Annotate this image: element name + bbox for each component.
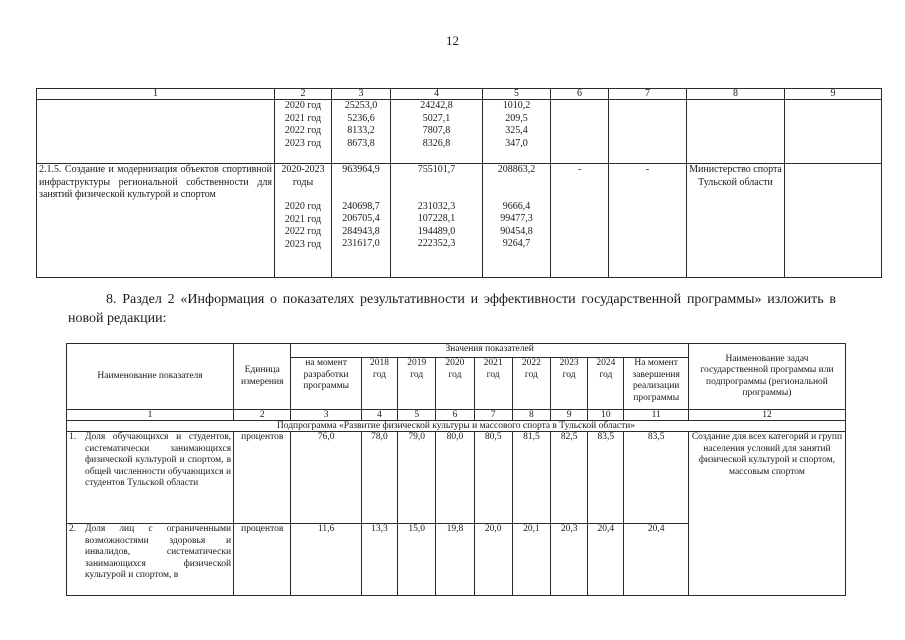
- column-number: 5: [398, 410, 436, 421]
- column-number: 7: [474, 410, 512, 421]
- table1-row-continued: [37, 100, 882, 164]
- indicator-value: 79,0: [398, 432, 436, 524]
- value: 7807,8: [422, 125, 451, 136]
- table1-cell-empty: [551, 100, 609, 164]
- table1-cell-empty: [687, 100, 785, 164]
- column-number: 2: [234, 410, 291, 421]
- value: 8133,2: [347, 125, 375, 136]
- value: 347,0: [505, 137, 528, 149]
- value: 5027,1: [422, 112, 451, 124]
- value: 24242,8: [420, 100, 453, 111]
- value: 231032,3: [417, 200, 456, 212]
- header-tasks: Наименование задач государственной программы или подпрограммы (региональной программы): [688, 344, 845, 410]
- table2-header-row-1: [67, 344, 846, 358]
- header-unit: Единица измерения: [234, 344, 291, 410]
- table1-col5-cell: [483, 164, 551, 278]
- table1-header-cell: 9: [785, 89, 882, 100]
- column-number: 10: [588, 410, 624, 421]
- table1-col4-cell: [391, 164, 483, 278]
- indicator-unit: процентов: [234, 432, 291, 524]
- column-number: 3: [291, 410, 361, 421]
- table1-years-cell: [275, 164, 332, 278]
- responsible-executor: Министерство спорта Тульской области: [687, 164, 785, 278]
- header-indicator-name: Наименование показателя: [67, 344, 234, 410]
- indicator-value: 20,1: [512, 524, 550, 596]
- indicator-value: 15,0: [398, 524, 436, 596]
- value: 194489,0: [417, 225, 456, 237]
- table1-header-cell: 4: [391, 89, 483, 100]
- value: 99477,3: [500, 213, 533, 224]
- value: 206705,4: [342, 213, 380, 224]
- measure-name: 2.1.5. Создание и модернизация объектов спортивной инфраструктуры региональной собственности для занятий физической культурой и спортом: [37, 164, 275, 278]
- table1-header-row: [37, 89, 882, 100]
- header-end-value: На момент завершения реализации программы: [624, 358, 688, 410]
- table1-header-cell: 1: [37, 89, 275, 100]
- year-label: 2023 год: [284, 137, 322, 149]
- indicator-row: [67, 432, 846, 524]
- table1-col4-cell: [391, 100, 483, 164]
- table1-header-cell: 5: [483, 89, 551, 100]
- indicator-name-cell: [67, 432, 234, 524]
- header-start-value: на момент разработки программы: [291, 358, 361, 410]
- subprogram-row: [67, 421, 846, 432]
- indicator-name: Доля лиц с ограниченными возможностями здоровья и инвалидов, систематически занимающихся физической культурой и спортом, в: [85, 524, 232, 580]
- year-label: 2021 год: [284, 112, 322, 124]
- year-label: 2020 год: [284, 100, 322, 111]
- column-number: 8: [512, 410, 550, 421]
- table1-cell-empty: [785, 164, 882, 278]
- indicator-value: 80,0: [436, 432, 474, 524]
- indicator-value: 20,3: [551, 524, 588, 596]
- indicators-table: [66, 343, 846, 596]
- table1-cell-empty: [609, 100, 687, 164]
- year-label: 2021 год: [284, 213, 322, 225]
- table1-col3-cell: [332, 100, 391, 164]
- year-label: 2023 год: [284, 238, 322, 250]
- subprogram-title: Подпрограмма «Развитие физической культуры и массового спорта в Тульской области»: [67, 421, 846, 432]
- total-value: 963964,9: [342, 164, 380, 175]
- table1-header-cell: 3: [332, 89, 391, 100]
- indicator-value: 11,6: [291, 524, 361, 596]
- value: 325,4: [505, 125, 528, 136]
- year-label: 2022 год: [284, 125, 322, 136]
- value: 25253,0: [344, 100, 378, 111]
- task-description: Создание для всех категорий и групп населения условий для занятий физической культурой и спортом, массовым спортом: [688, 432, 845, 596]
- header-year: 2018 год: [361, 358, 397, 410]
- indicator-value: 83,5: [588, 432, 624, 524]
- year-label: 2022 год: [284, 226, 322, 237]
- table1-header-cell: 8: [687, 89, 785, 100]
- value: 231617,0: [342, 238, 380, 249]
- table1-col6-cell: -: [551, 164, 609, 278]
- table1-years-cell: [275, 100, 332, 164]
- year-label: 2020 год: [284, 201, 322, 212]
- value: 9666,4: [502, 200, 531, 212]
- indicator-value: 76,0: [291, 432, 361, 524]
- column-number: 11: [624, 410, 688, 421]
- amendment-paragraph: 8. Раздел 2 «Информация о показателях результативности и эффективности государственной программы» изложить в новой редакции:: [68, 292, 836, 326]
- indicator-value: 13,3: [361, 524, 397, 596]
- value: 5236,6: [347, 112, 375, 124]
- table1-row-measure-2-1-5: [37, 164, 882, 278]
- value: 8326,8: [422, 137, 451, 149]
- value: 90454,8: [500, 225, 533, 237]
- total-value: 208863,2: [497, 164, 536, 175]
- value: 284943,8: [342, 225, 380, 237]
- value: 209,5: [505, 112, 528, 124]
- indicator-number: 2.: [69, 524, 77, 534]
- table1-header-cell: 7: [609, 89, 687, 100]
- indicator-name-cell: [67, 524, 234, 596]
- value: 240698,7: [342, 200, 380, 212]
- column-number: 1: [67, 410, 234, 421]
- table1-header-cell: 6: [551, 89, 609, 100]
- table1-col5-cell: [483, 100, 551, 164]
- indicator-name: Доля обучающихся и студентов, систематически занимающихся физической культурой и спортом, в общей численности обучающихся и студентов Тульской области: [85, 432, 232, 488]
- indicator-value: 78,0: [361, 432, 397, 524]
- value: 222352,3: [417, 238, 456, 249]
- header-year: 2022 год: [512, 358, 550, 410]
- header-year: 2020 год: [436, 358, 474, 410]
- indicator-value: 83,5: [624, 432, 688, 524]
- indicator-value: 82,5: [551, 432, 588, 524]
- table1-cell-empty: [37, 100, 275, 164]
- value: 9264,7: [502, 238, 531, 249]
- indicator-unit: процентов: [234, 524, 291, 596]
- total-value: 755101,7: [417, 164, 456, 175]
- program-measures-table: [36, 88, 882, 278]
- header-year: 2019 год: [398, 358, 436, 410]
- column-number: 12: [688, 410, 845, 421]
- indicator-value: 20,0: [474, 524, 512, 596]
- header-values: Значения показателей: [291, 344, 688, 358]
- indicator-value: 20,4: [624, 524, 688, 596]
- column-number: 6: [436, 410, 474, 421]
- indicator-value: 81,5: [512, 432, 550, 524]
- header-year: 2021 год: [474, 358, 512, 410]
- indicator-value: 19,8: [436, 524, 474, 596]
- table2-number-row: [67, 410, 846, 421]
- indicator-value: 20,4: [588, 524, 624, 596]
- header-year: 2023 год: [551, 358, 588, 410]
- value: 8673,8: [347, 137, 375, 149]
- page-number: 12: [446, 33, 459, 48]
- indicator-number: 1.: [69, 432, 77, 442]
- table1-col7-cell: -: [609, 164, 687, 278]
- column-number: 9: [551, 410, 588, 421]
- header-year: 2024 год: [588, 358, 624, 410]
- period-label: 2020-2023 годы: [281, 164, 325, 188]
- table1-header-cell: 2: [275, 89, 332, 100]
- value: 107228,1: [417, 213, 456, 224]
- column-number: 4: [361, 410, 397, 421]
- table1-col3-cell: [332, 164, 391, 278]
- table1-cell-empty: [785, 100, 882, 164]
- value: 1010,2: [502, 100, 531, 111]
- indicator-value: 80,5: [474, 432, 512, 524]
